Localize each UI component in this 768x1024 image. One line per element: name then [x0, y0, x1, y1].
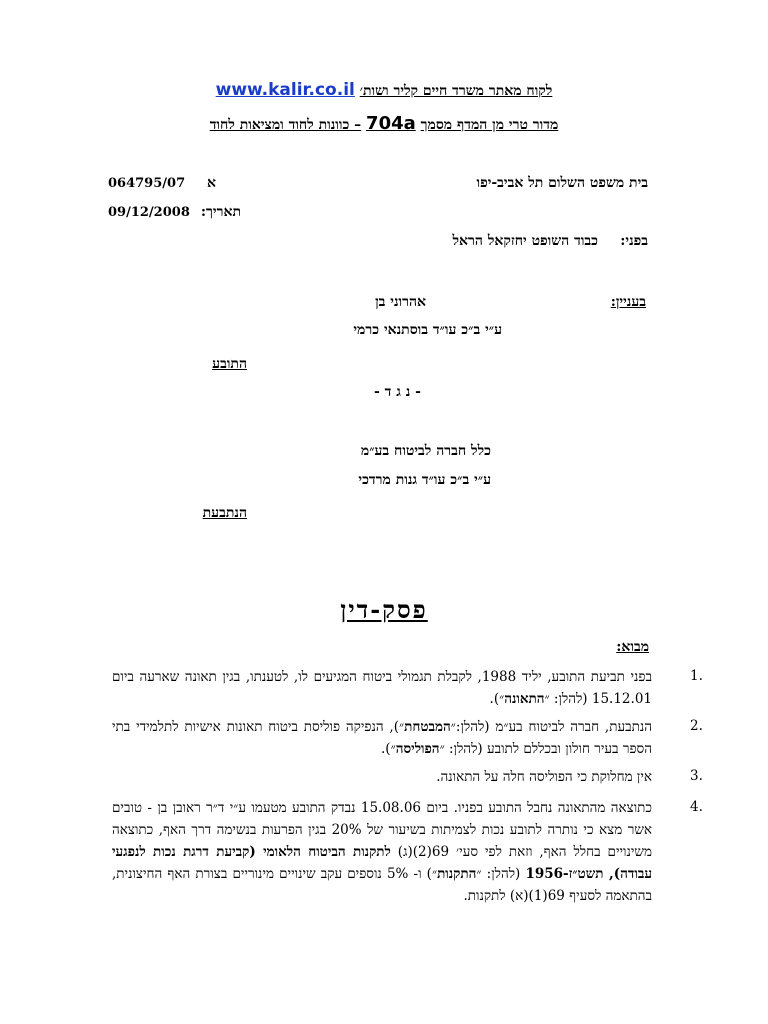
- before-label: בפני:: [620, 233, 648, 249]
- paragraph-2: הנתבעת, חברה לביטוח בע״מ (להלן:״המבטחת״), הנפיקה פוליסת ביטוח תאונות אישיות לתלמידי בתי הספר בעיר חולון ובכללם לתובע (להלן: ״הפוליסה״).: [112, 719, 652, 757]
- column-suffix: – כוונות לחוד ומציאות לחוד: [209, 117, 362, 133]
- case-letter: א: [207, 175, 216, 191]
- paragraph-3: אין מחלוקת כי הפוליסה חלה על התאונה.: [436, 769, 652, 785]
- column-line: [0, 113, 768, 134]
- matter-label: בעניין:: [610, 294, 646, 310]
- intro-heading: מבוא:: [616, 639, 649, 655]
- plaintiff-role: התובע: [212, 356, 247, 372]
- paragraph-4: כתוצאה מהתאונה נחבל התובע בפניו. ביום 15.08.06 נבדק התובע מטעמו ע״י ד״ר ראובן בן - טובים אשר מצא כי נותרה לתובע נכות לצמיתות בשיעור של 20% בגין הפרעות בנשימה דרך האף, כתוצאה משינויים בחלל האף, וזאת לפי סעי׳ 69(2)(ג) לתקנות הביטוח הלאומי (קביעת דרגת נכות לנפגעי עבודה), תשט״ז-1956 (להלן: ״התקנות״) ו- 5% נוספים עקב שינויים מינוריים בצורת האף החיצונית, בהתאמה לסעיף 69(1)(א) לתקנות.: [112, 800, 652, 904]
- defendant-counsel: ע״י ב״כ עו״ד גנות מרדכי: [358, 472, 491, 488]
- judgment-title: פסק-דין: [340, 595, 428, 624]
- paragraph-number: 1.: [690, 668, 703, 684]
- paragraph-1: בפני תביעת התובע, יליד 1988, לקבלת תגמולי ביטוח המגיעים לו, לטענתו, בגין תאונה שארעה ביום 15.12.01 (להלן: ״התאונה״).: [112, 669, 652, 707]
- defendant-role: הנתבעת: [202, 505, 247, 521]
- plaintiff-counsel: ע״י ב״כ עו״ד בוסתנאי כרמי: [353, 322, 502, 338]
- date-value: 09/12/2008: [108, 205, 190, 220]
- plaintiff-name: אהרוני בן: [375, 294, 426, 310]
- column-code: 704a: [366, 113, 416, 134]
- paragraph-number: 4.: [690, 799, 703, 815]
- source-line: [0, 80, 768, 100]
- site-link[interactable]: www.kalir.co.il: [215, 80, 355, 100]
- column-prefix: מדור טרי מן המדף מסמך: [420, 117, 559, 133]
- case-number: 064795/07: [108, 176, 186, 191]
- paragraph-number: 2.: [690, 718, 703, 734]
- defendant-name: כלל חברה לביטוח בע״מ: [360, 443, 491, 459]
- date-label: תאריך:: [200, 204, 241, 220]
- versus-label: - נ ג ד -: [373, 384, 421, 400]
- source-prefix: לקוח מאתר משרד חיים קליר ושות׳: [359, 83, 553, 99]
- judge-name: כבוד השופט יחזקאל הראל: [452, 233, 598, 249]
- paragraph-number: 3.: [690, 768, 703, 784]
- court-name: בית משפט השלום תל אביב-יפו: [476, 175, 648, 191]
